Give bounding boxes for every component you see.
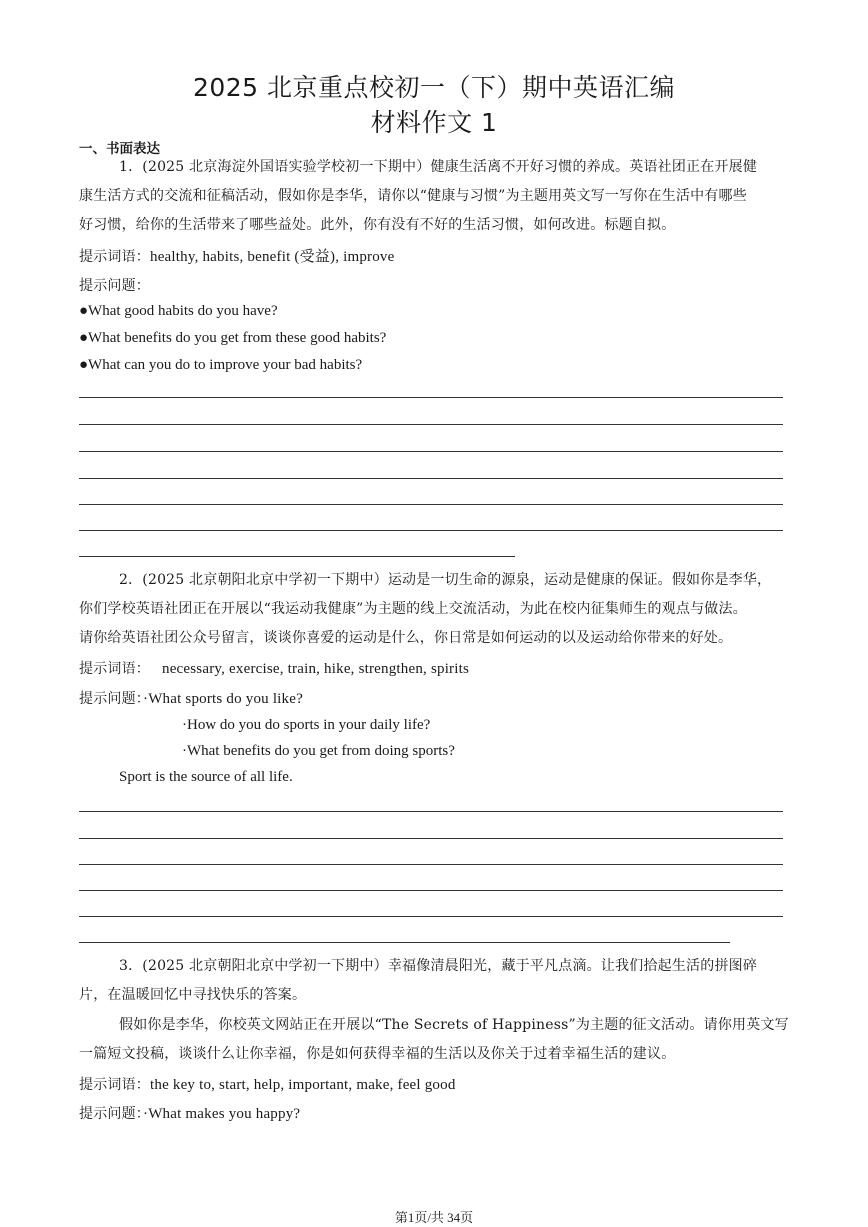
section-heading: 一、书面表达 <box>79 141 160 157</box>
q3-hint-words-label: 提示词语： <box>79 1077 150 1093</box>
q2-question-2: ·How do you do sports in your daily life? <box>182 717 431 733</box>
answer-line <box>79 451 783 452</box>
q1-hint-words-label: 提示词语： <box>79 249 150 265</box>
answer-line <box>79 811 783 812</box>
q3-question-1: ·What makes you happy? <box>143 1106 301 1122</box>
q1-prompt-line-1: 1．(2025 北京海淀外国语实验学校初一下期中）健康生活离不开好习惯的养成。英语社团正在开展健 <box>119 159 758 175</box>
q3-prompt-line-3: 假如你是李华，你校英文网站正在开展以“The Secrets of Happiness”为主题的征文活动。请你用英文写 <box>119 1017 789 1033</box>
q2-question-1: ·What sports do you like? <box>143 691 303 707</box>
q2-prompt-line-1: 2．(2025 北京朝阳北京中学初一下期中）运动是一切生命的源泉，运动是健康的保证。假如你是李华， <box>119 572 772 588</box>
q3-prompt-line-1: 3．(2025 北京朝阳北京中学初一下期中）幸福像清晨阳光，藏于平凡点滴。让我们拾起生活的拼图碎 <box>119 958 758 974</box>
q2-prompt-line-2: 你们学校英语社团正在开展以“我运动我健康”为主题的线上交流活动，为此在校内征集师生的观点与做法。 <box>79 601 747 617</box>
q3-hint-questions-label: 提示问题： <box>79 1106 143 1122</box>
q2-hint-words <box>79 658 469 678</box>
q2-opening-sentence: Sport is the source of all life. <box>119 769 293 785</box>
answer-line <box>79 530 783 531</box>
q2-question-3: ·What benefits do you get from doing sports? <box>182 743 455 759</box>
q1-hint-words <box>79 245 394 266</box>
q2-hint-words-label: 提示词语： <box>79 661 150 677</box>
answer-line <box>79 890 783 891</box>
answer-line <box>79 556 515 557</box>
page-subtitle: 材料作文 1 <box>370 108 498 137</box>
q2-hint-questions <box>79 688 303 708</box>
q1-hint-words-text: healthy, habits, benefit (受益), improve <box>150 249 395 265</box>
q1-question-1: ●What good habits do you have? <box>79 303 278 319</box>
page-footer: 第1页/共 34页 <box>394 1210 474 1225</box>
q2-hint-questions-label: 提示问题： <box>79 691 143 707</box>
answer-line <box>79 397 783 398</box>
q3-hint-words-text: the key to, start, help, important, make, feel good <box>150 1077 456 1093</box>
q3-prompt-line-4: 一篇短文投稿，谈谈什么让你幸福，你是如何获得幸福的生活以及你关于过着幸福生活的建议。 <box>79 1046 676 1062</box>
answer-line <box>79 504 783 505</box>
q3-hint-words <box>79 1074 456 1094</box>
q2-prompt-line-3: 请你给英语社团公众号留言，谈谈你喜爱的运动是什么，你日常是如何运动的以及运动给你带来的好处。 <box>79 630 733 646</box>
q1-prompt-line-2: 康生活方式的交流和征稿活动，假如你是李华，请你以“健康与习惯”为主题用英文写一写你在生活中有哪些 <box>79 188 747 204</box>
answer-line <box>79 942 730 943</box>
answer-line <box>79 864 783 865</box>
answer-line <box>79 478 783 479</box>
q1-prompt-line-3: 好习惯，给你的生活带来了哪些益处。此外，你有没有不好的生活习惯，如何改进。标题自拟。 <box>79 217 676 233</box>
answer-line <box>79 424 783 425</box>
q2-hint-words-text: necessary, exercise, train, hike, strengthen, spirits <box>162 661 470 677</box>
q3-hint-questions <box>79 1103 300 1123</box>
page-title: 2025 北京重点校初一（下）期中英语汇编 <box>192 73 676 102</box>
answer-line <box>79 838 783 839</box>
q3-prompt-line-2: 片，在温暖回忆中寻找快乐的答案。 <box>79 987 307 1003</box>
q1-question-2: ●What benefits do you get from these good habits? <box>79 330 387 346</box>
answer-line <box>79 916 783 917</box>
q1-hint-questions-label: 提示问题： <box>79 278 150 294</box>
q1-question-3: ●What can you do to improve your bad habits? <box>79 357 363 373</box>
